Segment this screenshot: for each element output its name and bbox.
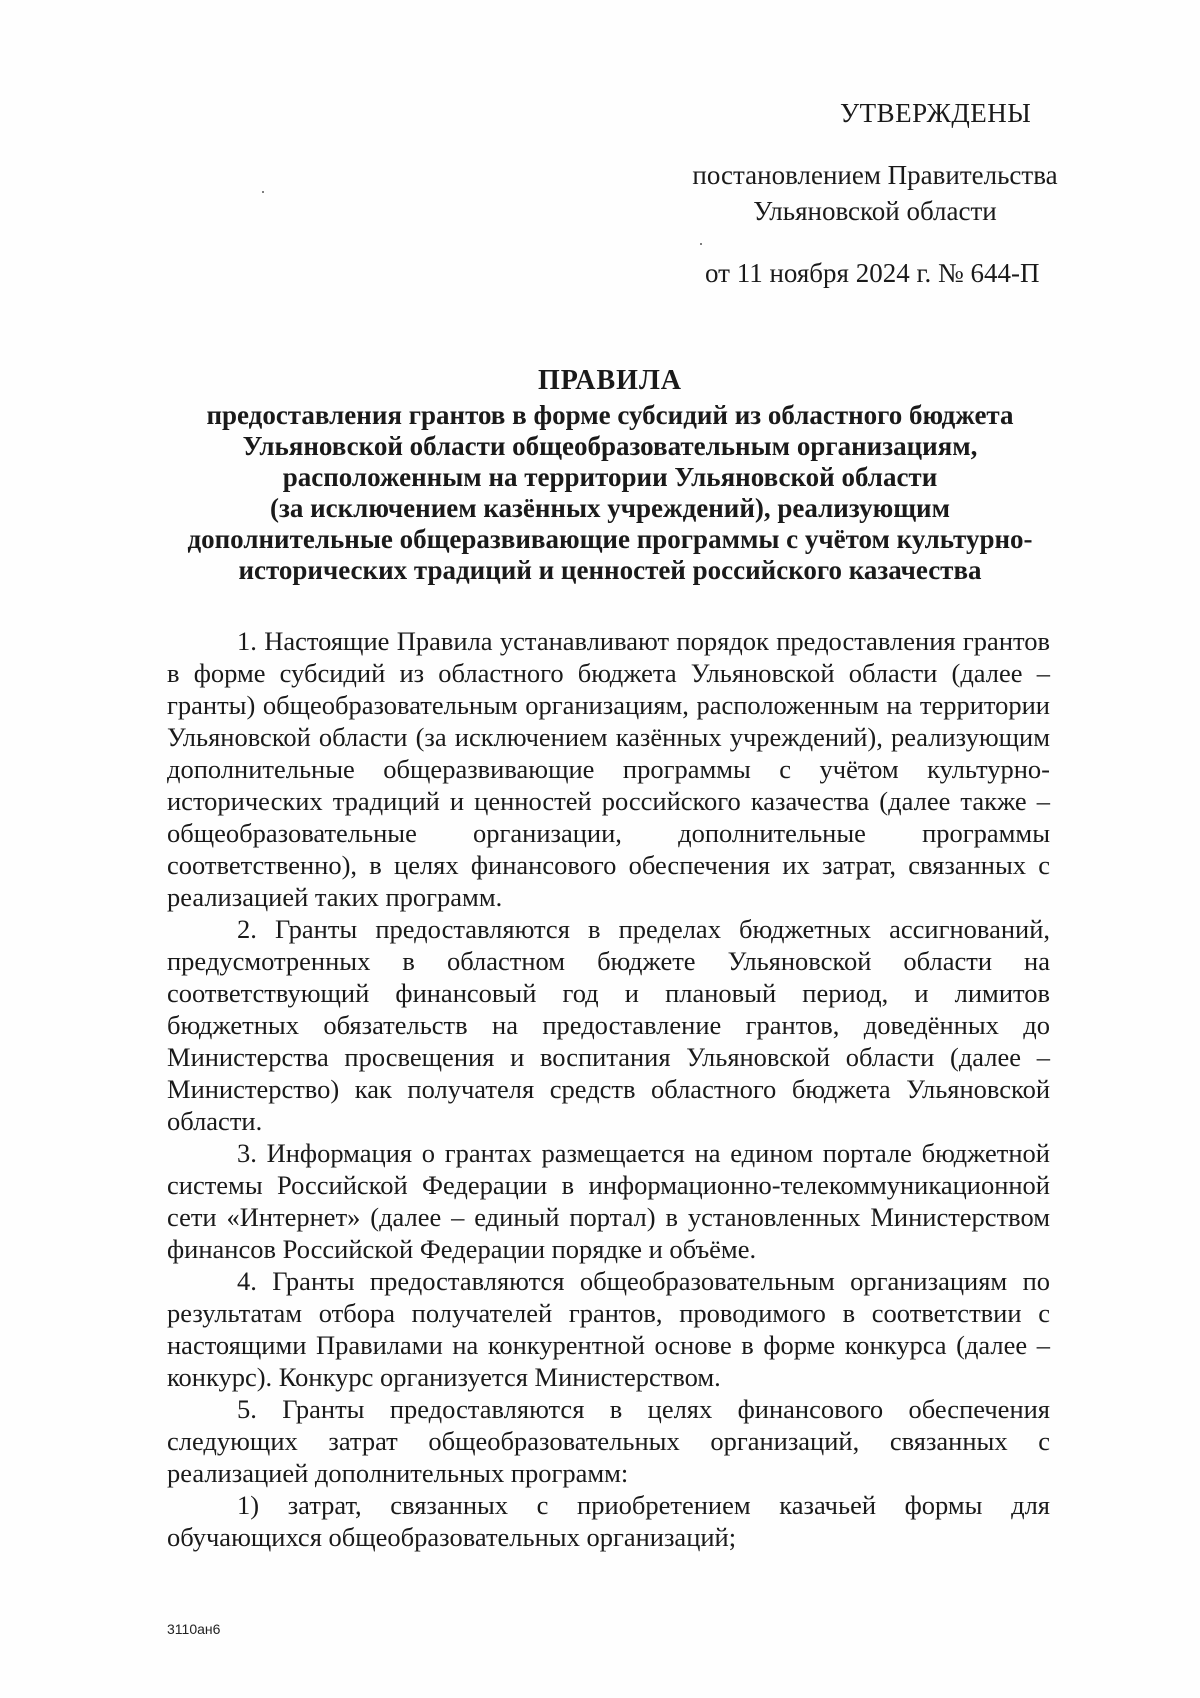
document-title-line: расположенным на территории Ульяновской области (282, 462, 938, 492)
paragraph-3: 3. Информация о грантах размещается на едином портале бюджетной системы Российской Федерации в информационно-телекоммуникационной сети «Интернет» (далее – единый портал) в установленных Министерством финансов Российской Федерации порядке и объёме. (167, 1138, 1050, 1264)
approving-authority-line1: постановлением Правительства (692, 160, 1058, 190)
document-title-line: предоставления грантов в форме субсидий из областного бюджета (206, 400, 1014, 430)
document-title-line: Ульяновской области общеобразовательным организациям, (242, 431, 978, 461)
paragraph-1: 1. Настоящие Правила устанавливают порядок предоставления грантов в форме субсидий из областного бюджета Ульяновской области (далее – гранты) общеобразовательным организациям, расположенным на территории Ульяновской области (за исключением казённых учреждений), реализующим дополнительные общеразвивающие программы с учётом культурно-исторических традиций и ценностей российского казачества (далее также – общеобразовательные организации, дополнительные программы соответственно), в целях финансового обеспечения их затрат, связанных с реализацией таких программ. (167, 626, 1050, 912)
paragraph-5-item-1: 1) затрат, связанных с приобретением казачьей формы для обучающихся общеобразовательных организаций; (167, 1490, 1050, 1552)
document-title (170, 365, 1050, 586)
approving-authority (690, 157, 1060, 229)
paragraph-5: 5. Гранты предоставляются в целях финансового обеспечения следующих затрат общеобразовательных организаций, связанных с реализацией дополнительных программ: (167, 1394, 1050, 1488)
approved-heading: УТВЕРЖДЕНЫ (840, 98, 1032, 128)
document-code: 3110ан6 (167, 1621, 221, 1637)
document-title-main: ПРАВИЛА (537, 365, 683, 396)
scan-speck (700, 243, 702, 245)
document-title-line: исторических традиций и ценностей российского казачества (238, 555, 982, 585)
paragraph-2: 2. Гранты предоставляются в пределах бюджетных ассигнований, предусмотренных в областном бюджете Ульяновской области на соответствующий финансовый год и плановый период, и лимитов бюджетных обязательств на предоставление грантов, доведённых до Министерства просвещения и воспитания Ульяновской области (далее – Министерство) как получателя средств областного бюджета Ульяновской области. (167, 914, 1050, 1136)
resolution-date-number: от 11 ноября 2024 г. № 644-П (705, 258, 1040, 288)
approving-authority-line2: Ульяновской области (753, 196, 997, 226)
document-body (167, 625, 1050, 1553)
paragraph-4: 4. Гранты предоставляются общеобразовательным организациям по результатам отбора получателей грантов, проводимого в соответствии с настоящими Правилами на конкурентной основе в форме конкурса (далее – конкурс). Конкурс организуется Министерством. (167, 1266, 1050, 1392)
document-title-line: (за исключением казённых учреждений), реализующим (269, 493, 951, 523)
document-title-line: дополнительные общеразвивающие программы с учётом культурно- (187, 524, 1033, 554)
scan-speck (262, 191, 264, 193)
